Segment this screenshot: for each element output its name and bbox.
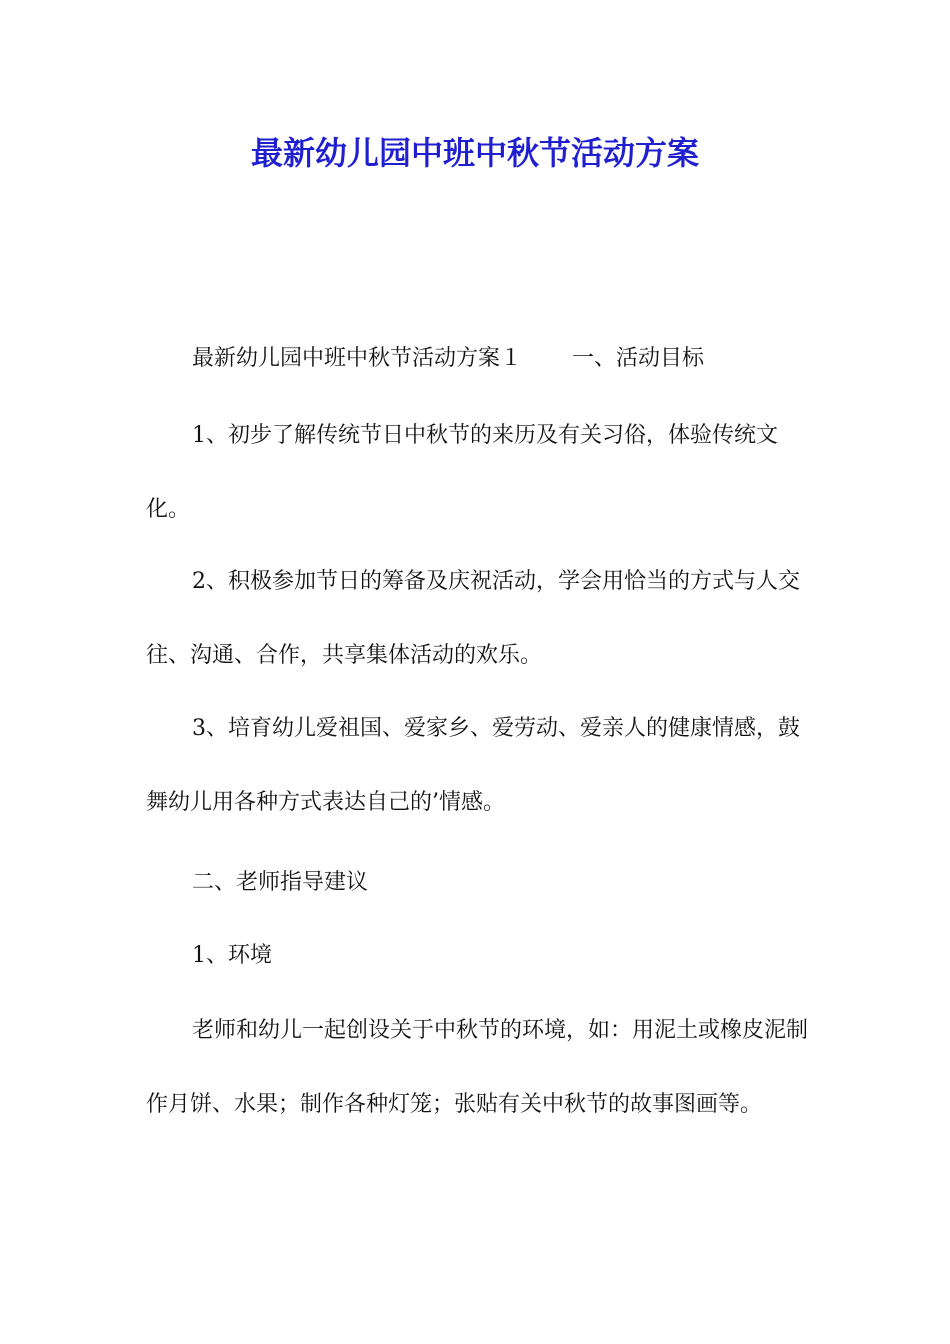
section-teacher-guidance-heading: 二、老师指导建议 xyxy=(192,870,369,895)
paragraph-goal-3: 3、培育幼儿爱祖国、爱家乡、爱劳动、爱亲人的健康情感，鼓舞幼儿用各种方式表达自己的’情感。 xyxy=(146,716,800,815)
section-goals-heading: 一、活动目标 xyxy=(572,346,705,371)
plan-heading: 最新幼儿园中班中秋节活动方案１ xyxy=(192,346,523,371)
document-title: 最新幼儿园中班中秋节活动方案 xyxy=(250,134,699,172)
section-heading-line xyxy=(146,322,816,396)
subsection-environment-heading: 1、环境 xyxy=(192,943,272,968)
paragraph-goal-2: 2、积极参加节日的筹备及庆祝活动，学会用恰当的方式与人交往、沟通、合作，共享集体活动的欢乐。 xyxy=(146,569,800,668)
paragraph-environment: 老师和幼儿一起创设关于中秋节的环境，如：用泥土或橡皮泥制作月饼、水果；制作各种灯笼；张贴有关中秋节的故事图画等。 xyxy=(146,1018,809,1117)
paragraph-goal-1: 1、初步了解传统节日中秋节的来历及有关习俗，体验传统文化。 xyxy=(146,423,778,522)
